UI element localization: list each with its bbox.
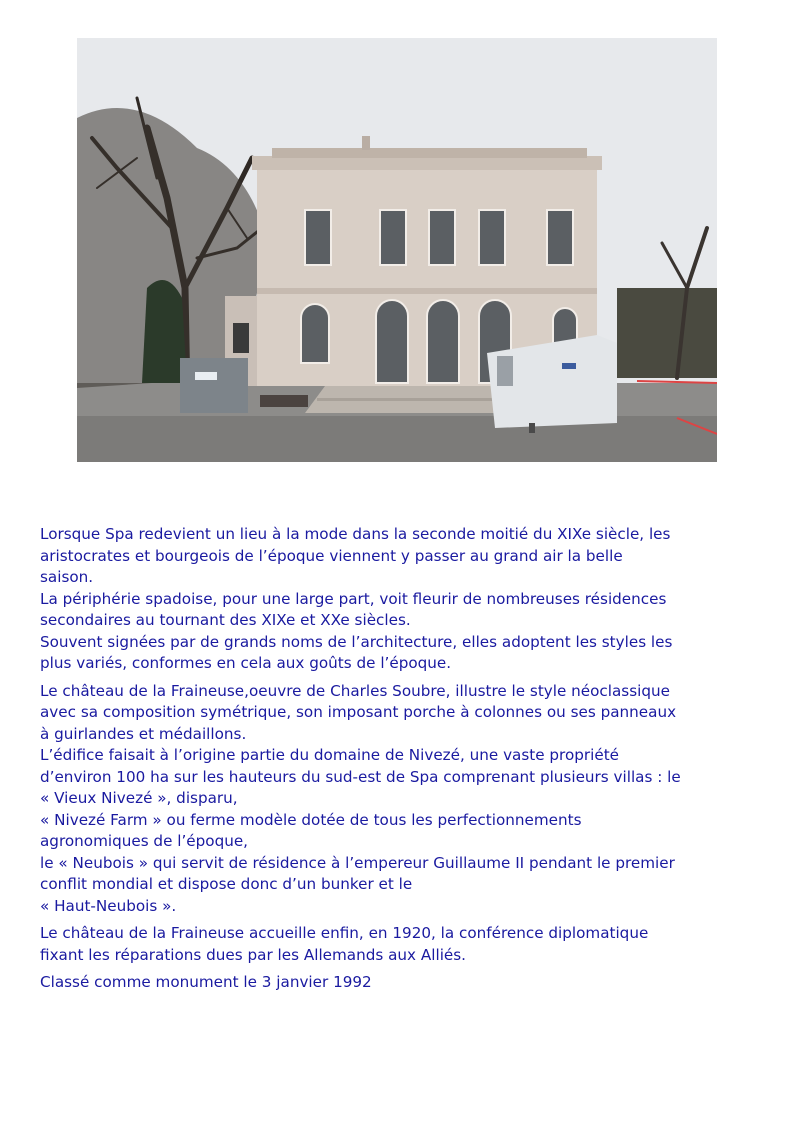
text-line: fixant les réparations dues par les Allemands aux Alliés. xyxy=(40,945,466,964)
paragraph-chateau xyxy=(40,681,770,918)
text-line: avec sa composition symétrique, son imposant porche à colonnes ou ses panneaux xyxy=(40,703,677,721)
paragraph-classement xyxy=(40,972,770,994)
text-line: « Haut-Neubois ». xyxy=(40,896,177,915)
text-line: L’édifice faisait à l’origine partie du domaine de Nivezé, une vaste propriété xyxy=(40,746,619,764)
chateau-photo xyxy=(77,38,717,462)
text-line: plus variés, conformes en cela aux goûts de l’époque. xyxy=(40,654,452,672)
text-line: Le château de la Fraineuse accueille enfin, en 1920, la conférence diplomatique xyxy=(40,924,649,942)
text-line: à guirlandes et médaillons. xyxy=(40,724,247,743)
text-line: saison. xyxy=(40,568,94,586)
text-line: aristocrates et bourgeois de l’époque viennent y passer au grand air la belle xyxy=(40,546,623,565)
article-text xyxy=(40,524,770,1000)
text-line: le « Neubois » qui servit de résidence à l’empereur Guillaume II pendant le premier xyxy=(40,853,675,872)
text-line: « Vieux Nivezé », disparu, xyxy=(40,789,238,807)
text-line: d’environ 100 ha sur les hauteurs du sud-est de Spa comprenant plusieurs villas : le xyxy=(40,767,681,786)
text-line: Souvent signées par de grands noms de l’architecture, elles adoptent les styles les xyxy=(40,632,673,651)
text-line: conflit mondial et dispose donc d’un bunker et le xyxy=(40,875,413,893)
text-line: Lorsque Spa redevient un lieu à la mode dans la seconde moitié du XIXe siècle, les xyxy=(40,525,671,543)
text-line: La périphérie spadoise, pour une large part, voit fleurir de nombreuses résidences xyxy=(40,589,667,608)
paragraph-intro xyxy=(40,524,770,675)
text-line: secondaires au tournant des XIXe et XXe siècles. xyxy=(40,611,411,629)
text-line: « Nivezé Farm » ou ferme modèle dotée de tous les perfectionnements xyxy=(40,810,582,829)
text-line: Le château de la Fraineuse,oeuvre de Charles Soubre, illustre le style néoclassique xyxy=(40,681,670,700)
text-line: agronomiques de l’époque, xyxy=(40,832,249,850)
paragraph-conference xyxy=(40,923,770,966)
text-line: Classé comme monument le 3 janvier 1992 xyxy=(40,973,372,991)
